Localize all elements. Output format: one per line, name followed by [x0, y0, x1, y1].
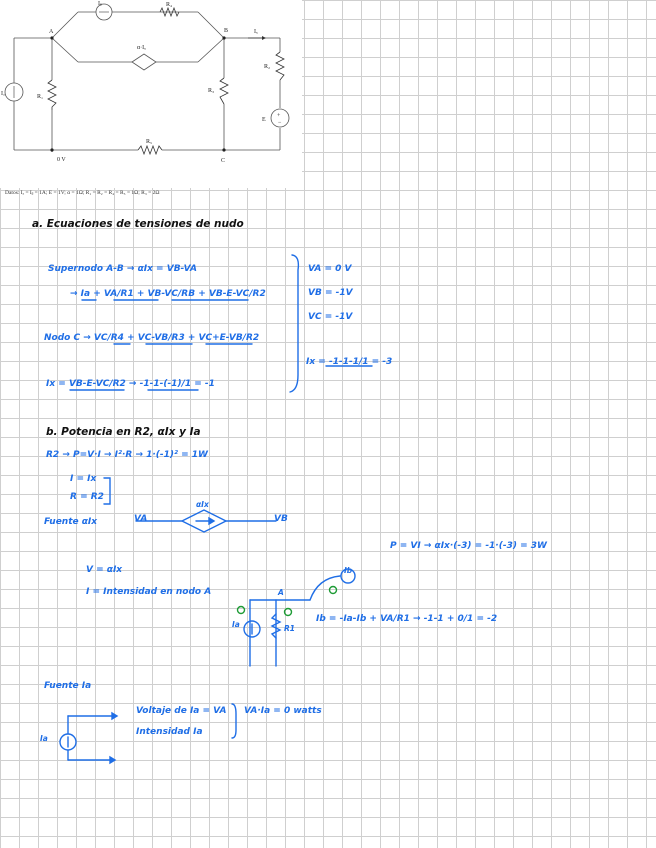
voltage-def: V = αIx [86, 565, 123, 575]
result-vc: VC = -1V [308, 312, 353, 322]
node-a-label: A [49, 29, 54, 35]
node-c-label: C [221, 158, 226, 164]
data-line: Datos: Iₐ = Iᵦ = 1A; E = 1V; α = 1Ω; R₁ = R₂ = R₄ = R₅ = 1Ω; R₃ = 2Ω [5, 190, 160, 196]
dep-source-heading: Fuente αIx [44, 517, 98, 527]
section-b-heading: b. Potencia en R2, αIx y Ia [46, 426, 201, 438]
r2-resistance: R = R2 [70, 492, 104, 502]
r2-power-line: R2 → P=V·I → I²·R → 1·(-1)² = 1W [46, 450, 208, 460]
node-a-mark: A [278, 588, 284, 597]
r2-current: I = Ix [70, 474, 97, 484]
ix-label: Iₓ [254, 29, 258, 35]
r1-symbol: R1 [284, 624, 295, 633]
ia-source-symbol: Ia [40, 734, 48, 743]
ia-source-heading: Fuente Ia [44, 681, 92, 691]
ref-node-label: 0 V [57, 157, 66, 163]
dep-source-label: α·Iₓ [137, 45, 146, 51]
r5-label: R₅ [146, 139, 153, 145]
node-c-equation: Nodo C → VC/R4 + VC-VB/R3 + VC+E-VB/R2 [44, 333, 260, 343]
ia-voltage-note: Voltaje de Ia = VA [136, 706, 227, 716]
dep-source-power: P = VI → αIx·(-3) = -1·(-3) = 3W [390, 541, 547, 551]
current-equation: Ib = -Ia-Ib + VA/R1 → -1-1 + 0/1 = -2 [316, 614, 498, 624]
ia-label: Iₐ [1, 91, 5, 97]
svg-text:−: − [278, 120, 282, 126]
r1-label: R₁ [37, 94, 44, 100]
ib-symbol: Ib [344, 566, 353, 575]
ia-intensity-note: Intensidad Ia [136, 727, 203, 737]
result-vb: VB = -1V [308, 288, 353, 298]
current-def: I = Intensidad en nodo A [86, 587, 212, 597]
ia-symbol: Ia [232, 620, 240, 629]
r2-label: R₂ [264, 64, 271, 70]
r3-label: R₃ [208, 88, 215, 94]
node-b-label: B [224, 28, 229, 34]
result-va: VA = 0 V [308, 264, 352, 274]
dep-va-label: VA [134, 514, 148, 524]
e-label: E [262, 117, 266, 123]
r4-label: R₄ [166, 2, 173, 8]
supernode-kcl: → Ia + VA/R1 + VB-VC/RB + VB-E-VC/R2 [70, 289, 266, 299]
ib-label: Iᵦ [98, 1, 102, 7]
svg-text:+: + [277, 113, 281, 119]
section-a-heading: a. Ecuaciones de tensiones de nudo [32, 218, 244, 230]
dep-alpha-label: αIx [196, 500, 209, 509]
ix-result: Ix = -1-1-1/1 = -3 [306, 357, 393, 367]
supernode-equation: Supernodo A-B → αIx = VB-VA [48, 264, 197, 274]
ix-equation: Ix = VB-E-VC/R2 → -1-1-(-1)/1 = -1 [46, 379, 215, 389]
dep-vb-label: VB [274, 514, 288, 524]
ia-power-result: VA·Ia = 0 watts [244, 706, 322, 716]
